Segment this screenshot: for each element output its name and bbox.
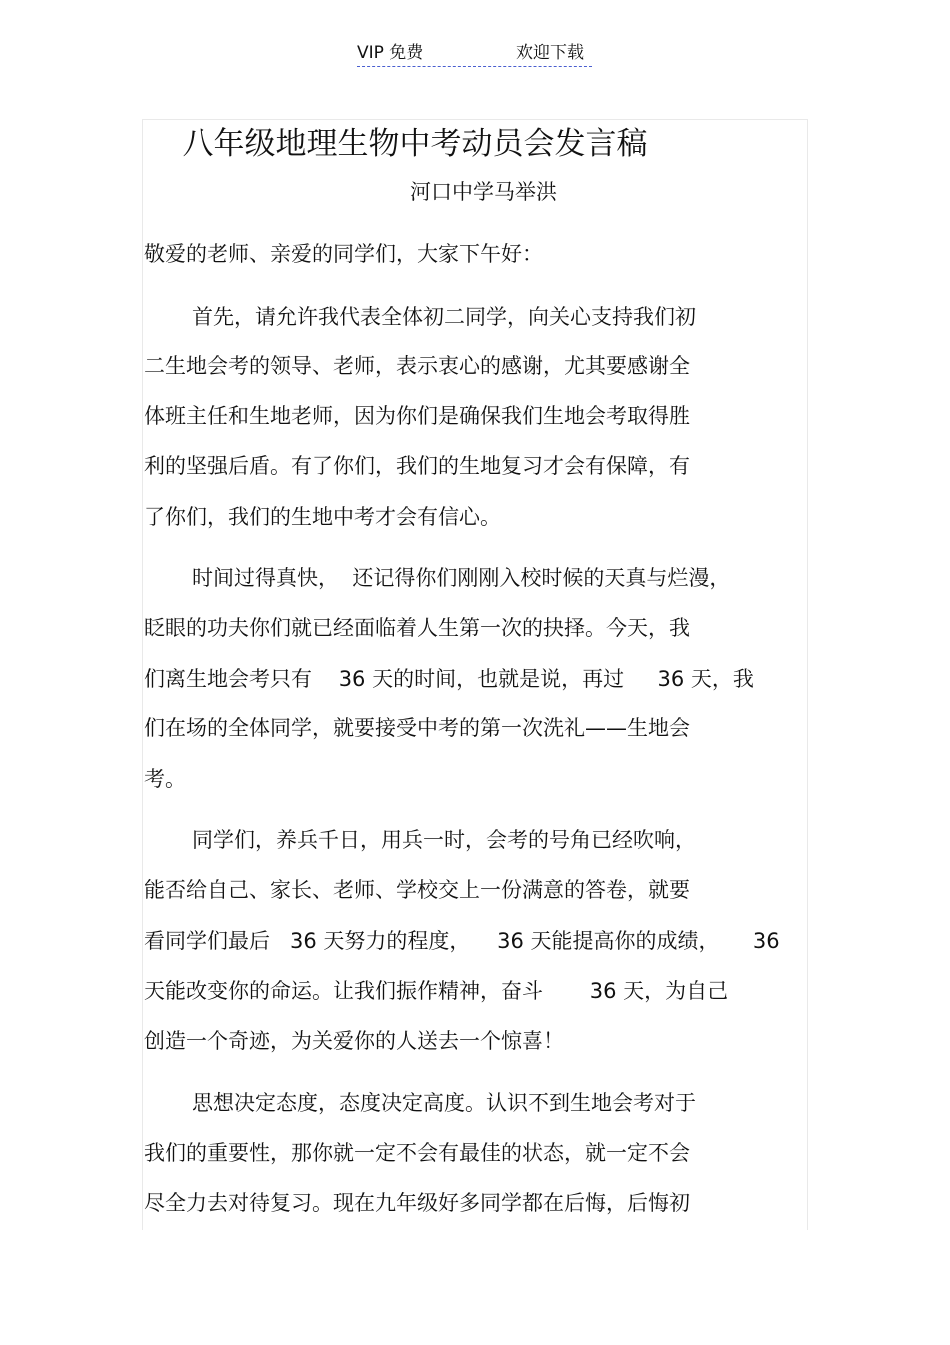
paragraph-line: 能否给自己、家长、老师、学校交上一份满意的答卷，就要 (144, 878, 690, 902)
paragraph-line: 时间过得真快， 还记得你们刚刚入校时候的天真与烂漫， (192, 566, 731, 590)
paragraph-line: 了你们，我们的生地中考才会有信心。 (144, 505, 501, 529)
paragraph-line: 利的坚强后盾。有了你们，我们的生地复习才会有保障，有 (144, 454, 690, 478)
paragraph-line: 看同学们最后 36 天努力的程度， 36 天能提高你的成绩， 36 (144, 929, 780, 953)
paragraph-line: 考。 (144, 767, 186, 791)
paragraph-line: 们在场的全体同学，就要接受中考的第一次洗礼——生地会 (144, 716, 690, 740)
paragraph-line: 创造一个奇迹，为关爱你的人送去一个惊喜！ (144, 1029, 564, 1053)
document-title: 八年级地理生物中考动员会发言稿 (182, 126, 648, 162)
paragraph-line: 二生地会考的领导、老师，表示衷心的感谢，尤其要感谢全 (144, 354, 690, 378)
paragraph-line: 我们的重要性，那你就一定不会有最佳的状态，就一定不会 (144, 1141, 690, 1165)
vip-free-link[interactable]: VIP 免费 (357, 43, 424, 63)
paragraph-line: 眨眼的功夫你们就已经面临着人生第一次的抉择。今天，我 (144, 616, 690, 640)
paragraph-line: 同学们，养兵千日，用兵一时，会考的号角已经吹响， (192, 828, 696, 852)
paragraph-line: 尽全力去对待复习。现在九年级好多同学都在后悔，后悔初 (144, 1191, 690, 1215)
paragraph-line: 体班主任和生地老师，因为你们是确保我们生地会考取得胜 (144, 404, 690, 428)
paragraph-line: 天能改变你的命运。让我们振作精神，奋斗 36 天，为自己 (144, 979, 729, 1003)
paragraph-line: 们离生地会考只有 36 天的时间，也就是说，再过 36 天，我 (144, 667, 754, 691)
welcome-download-link[interactable]: 欢迎下载 (516, 43, 584, 63)
document-author: 河口中学马举洪 (410, 180, 557, 204)
paragraph-line: 首先，请允许我代表全体初二同学，向关心支持我们初 (192, 305, 696, 329)
paragraph-line: 思想决定态度，态度决定高度。认识不到生地会考对于 (192, 1091, 696, 1115)
download-banner[interactable] (357, 42, 592, 67)
greeting-line: 敬爱的老师、亲爱的同学们，大家下午好： (144, 242, 543, 266)
